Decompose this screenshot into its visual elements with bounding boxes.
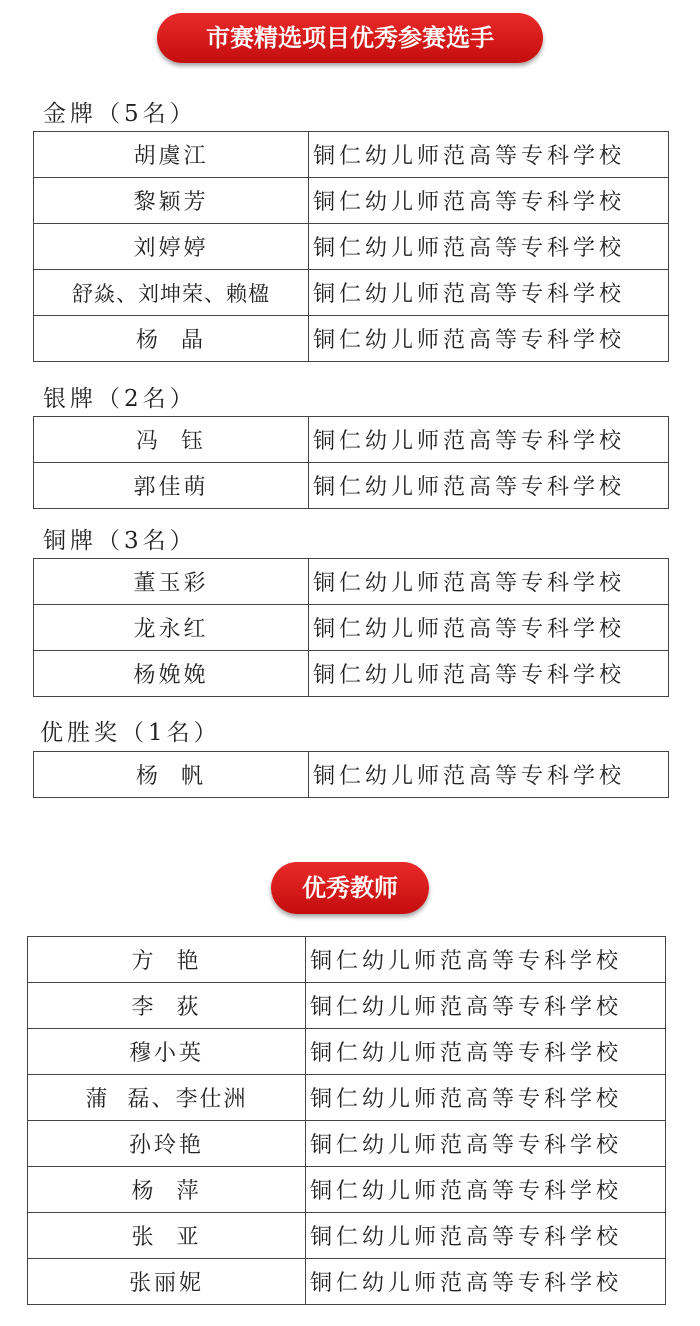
table-row: [34, 178, 669, 224]
teacher-name: 方 艳: [28, 937, 306, 983]
table-row: [28, 1121, 666, 1167]
contestant-name: 舒焱、刘坤荣、赖楹: [34, 270, 309, 316]
table-row: [28, 1259, 666, 1305]
table-row: [34, 559, 669, 605]
section-title-outstanding-contestants: 市赛精选项目优秀参赛选手: [157, 13, 543, 63]
table-row: [34, 417, 669, 463]
table-row: [34, 463, 669, 509]
table-row: [34, 132, 669, 178]
teacher-name: 李 荻: [28, 983, 306, 1029]
school-name: 铜仁幼儿师范高等专科学校: [306, 1259, 666, 1305]
table-row: [34, 224, 669, 270]
teachers-table: [27, 936, 666, 1305]
table-row: [34, 605, 669, 651]
merit-award-table: [33, 751, 669, 798]
contestant-name: 胡虞江: [34, 132, 309, 178]
teacher-name: 杨 萍: [28, 1167, 306, 1213]
contestant-name: 郭佳萌: [34, 463, 309, 509]
school-name: 铜仁幼儿师范高等专科学校: [309, 224, 669, 270]
school-name: 铜仁幼儿师范高等专科学校: [306, 1213, 666, 1259]
teacher-name: 张丽妮: [28, 1259, 306, 1305]
gold-medal-heading: 金牌（5名）: [43, 101, 197, 127]
contestant-name: 冯 钰: [34, 417, 309, 463]
teacher-name: 张 亚: [28, 1213, 306, 1259]
table-row: [34, 651, 669, 697]
school-name: 铜仁幼儿师范高等专科学校: [306, 983, 666, 1029]
school-name: 铜仁幼儿师范高等专科学校: [306, 1029, 666, 1075]
school-name: 铜仁幼儿师范高等专科学校: [309, 605, 669, 651]
table-row: [28, 1213, 666, 1259]
contestant-name: 杨娩娩: [34, 651, 309, 697]
table-row: [34, 270, 669, 316]
teacher-name: 孙玲艳: [28, 1121, 306, 1167]
bronze-medal-heading: 铜牌（3名）: [43, 528, 197, 554]
contestant-name: 董玉彩: [34, 559, 309, 605]
school-name: 铜仁幼儿师范高等专科学校: [309, 270, 669, 316]
table-row: [28, 983, 666, 1029]
school-name: 铜仁幼儿师范高等专科学校: [309, 463, 669, 509]
table-row: [28, 1029, 666, 1075]
school-name: 铜仁幼儿师范高等专科学校: [309, 559, 669, 605]
table-row: [28, 1167, 666, 1213]
teacher-name: 蒲 磊、李仕洲: [28, 1075, 306, 1121]
school-name: 铜仁幼儿师范高等专科学校: [309, 752, 669, 798]
school-name: 铜仁幼儿师范高等专科学校: [306, 1167, 666, 1213]
school-name: 铜仁幼儿师范高等专科学校: [306, 937, 666, 983]
section-title-outstanding-teachers: 优秀教师: [271, 862, 429, 914]
school-name: 铜仁幼儿师范高等专科学校: [306, 1075, 666, 1121]
contestant-name: 黎颖芳: [34, 178, 309, 224]
school-name: 铜仁幼儿师范高等专科学校: [309, 651, 669, 697]
teacher-name: 穆小英: [28, 1029, 306, 1075]
silver-medal-heading: 银牌（2名）: [43, 386, 197, 412]
table-row: [28, 1075, 666, 1121]
school-name: 铜仁幼儿师范高等专科学校: [306, 1121, 666, 1167]
bronze-medal-table: [33, 558, 669, 697]
table-row: [28, 937, 666, 983]
school-name: 铜仁幼儿师范高等专科学校: [309, 316, 669, 362]
contestant-name: 刘婷婷: [34, 224, 309, 270]
silver-medal-table: [33, 416, 669, 509]
contestant-name: 杨 帆: [34, 752, 309, 798]
contestant-name: 杨 晶: [34, 316, 309, 362]
gold-medal-table: [33, 131, 669, 362]
merit-award-heading: 优胜奖（1名）: [40, 720, 221, 746]
table-row: [34, 752, 669, 798]
school-name: 铜仁幼儿师范高等专科学校: [309, 178, 669, 224]
school-name: 铜仁幼儿师范高等专科学校: [309, 132, 669, 178]
table-row: [34, 316, 669, 362]
contestant-name: 龙永红: [34, 605, 309, 651]
school-name: 铜仁幼儿师范高等专科学校: [309, 417, 669, 463]
